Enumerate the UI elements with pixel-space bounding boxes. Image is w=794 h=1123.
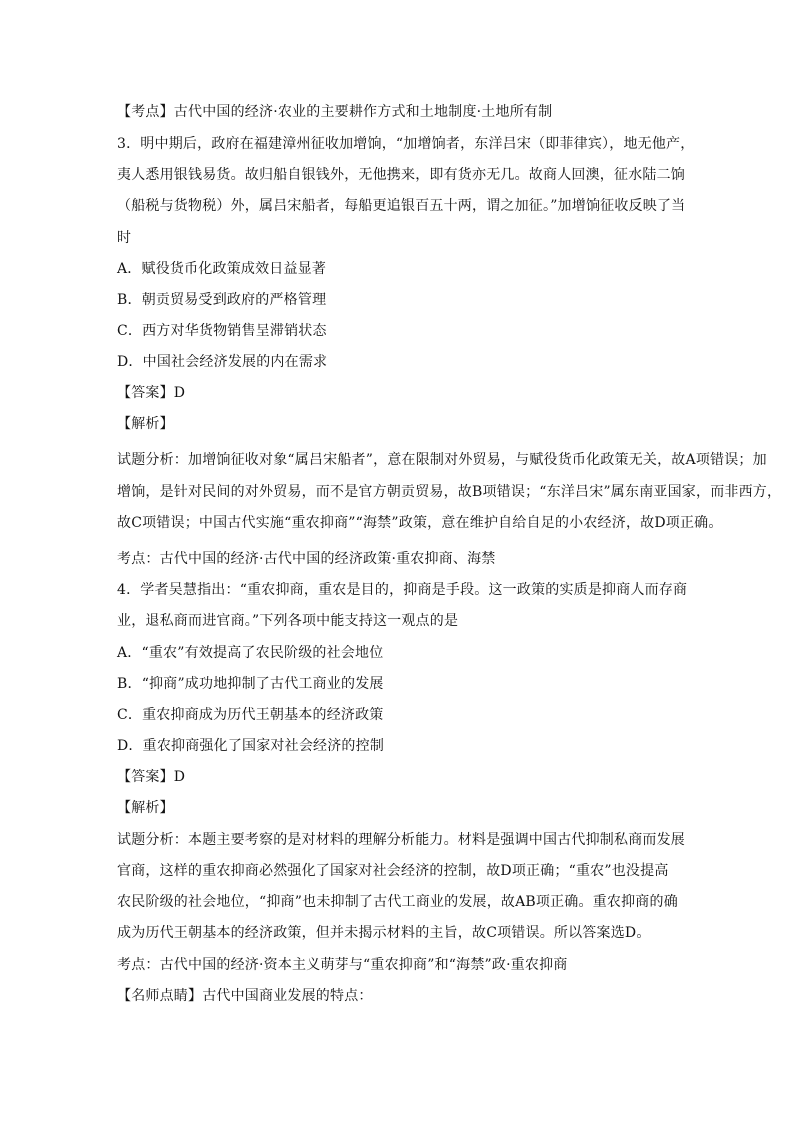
question-4-answer: 【答案】D [117, 769, 186, 785]
question-4-analysis-heading: 【解析】 [117, 800, 174, 816]
topic-note-2: 考点：古代中国的经济·古代中国的经济政策·重农抑商、海禁 [117, 551, 496, 567]
question-3-analysis-line-3: 故C项错误；中国古代实施“重农抑商”“海禁”政策，意在维护自给自足的小农经济，故D项正确。 [117, 515, 723, 531]
topic-note-1: 【考点】古代中国的经济·农业的主要耕作方式和土地制度·土地所有制 [117, 104, 553, 120]
topic-note-3: 考点：古代中国的经济·资本主义萌芽与“重农抑商”和“海禁”政·重农抑商 [117, 957, 568, 973]
question-3-option-d: D．中国社会经济发展的内在需求 [117, 354, 328, 370]
question-4-option-b: B．“抑商”成功地抑制了古代工商业的发展 [117, 676, 384, 692]
question-3-stem-line-4: 时 [117, 230, 132, 246]
question-3-stem-line-2: 夷人悉用银钱易货。故归船自银钱外，无他携来，即有货亦无几。故商人回澳，征水陆二饷 [117, 167, 685, 183]
question-3-analysis-line-1: 试题分析：加增饷征收对象“属吕宋船者”，意在限制对外贸易，与赋役货币化政策无关，故A项错误；加 [117, 452, 767, 468]
question-4-analysis-line-1: 试题分析：本题主要考察的是对材料的理解分析能力。材料是强调中国古代抑制私商而发展 [117, 832, 685, 848]
question-3-analysis-line-2: 增饷，是针对民间的对外贸易，而不是官方朝贡贸易，故B项错误；“东洋吕宋”属东南亚国家，而非西方， [117, 484, 782, 500]
question-3-option-b: B．朝贡贸易受到政府的严格管理 [117, 292, 327, 308]
question-4-stem-line-2: 业，退私商而进官商。”下列各项中能支持这一观点的是 [117, 613, 459, 629]
question-3-stem-line-1: 3．明中期后，政府在福建漳州征收加增饷，“加增饷者，东洋吕宋（即菲律宾），地无他产， [117, 136, 695, 152]
question-4-stem-line-1: 4．学者吴慧指出：“重农抑商，重农是目的，抑商是手段。这一政策的实质是抑商人而存商 [117, 582, 688, 598]
question-3-analysis-heading: 【解析】 [117, 416, 174, 432]
question-4-analysis-line-2: 官商，这样的重农抑商必然强化了国家对社会经济的控制，故D项正确；“重农”也没提高 [117, 863, 669, 879]
question-4-option-a: A．“重农”有效提高了农民阶级的社会地位 [117, 645, 384, 661]
teacher-tip: 【名师点睛】古代中国商业发展的特点： [117, 988, 373, 1004]
question-3-stem-line-3: （船税与货物税）外，属吕宋船者，每船更追银百五十两，谓之加征。”加增饷征收反映了当 [117, 198, 686, 214]
question-4-analysis-line-4: 成为历代王朝基本的经济政策，但并未揭示材料的主旨，故C项错误。所以答案选D。 [117, 925, 651, 941]
question-4-option-d: D．重农抑商强化了国家对社会经济的控制 [117, 738, 385, 754]
question-3-option-a: A．赋役货币化政策成效日益显著 [117, 261, 327, 277]
question-4-option-c: C．重农抑商成为历代王朝基本的经济政策 [117, 707, 384, 723]
question-4-analysis-line-3: 农民阶级的社会地位，“抑商”也未抑制了古代工商业的发展，故AB项正确。重农抑商的确 [117, 894, 678, 910]
question-3-answer: 【答案】D [117, 385, 186, 401]
question-3-option-c: C．西方对华货物销售呈滞销状态 [117, 323, 327, 339]
